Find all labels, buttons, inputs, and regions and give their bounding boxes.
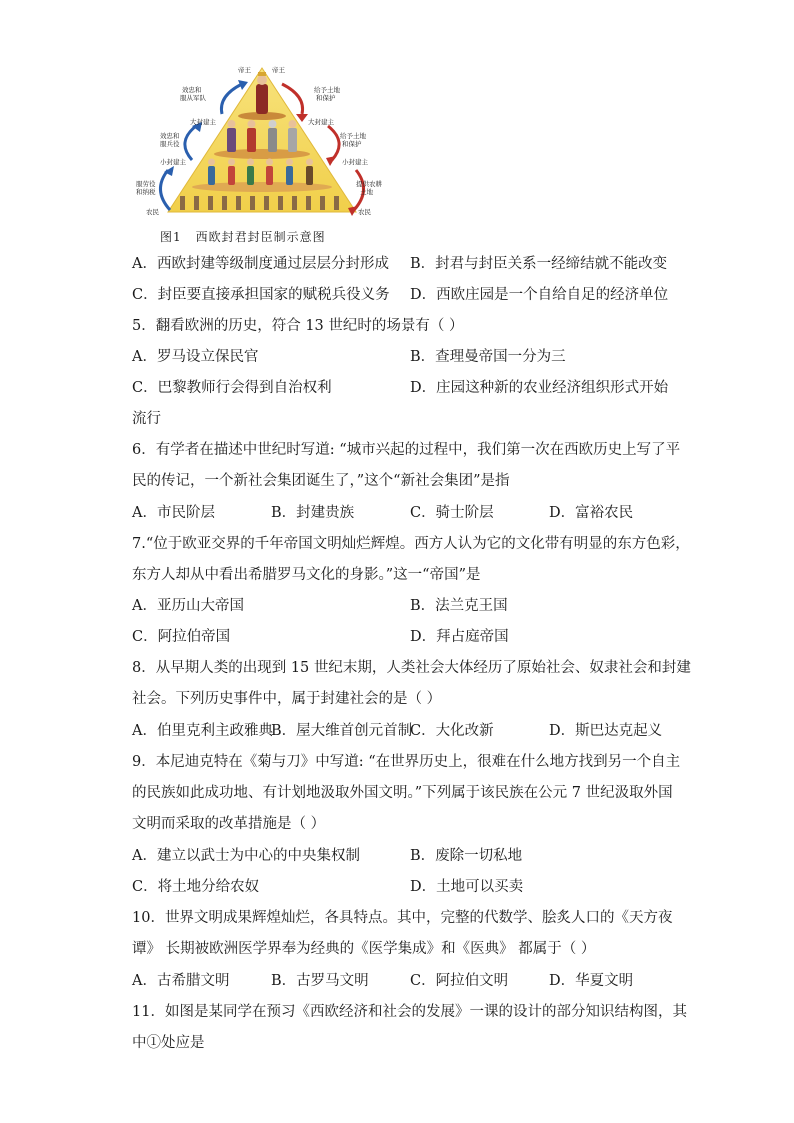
label-provide-land-2: 土地 (360, 188, 373, 196)
q10-option-b[interactable]: B．古罗马文明 (271, 973, 369, 989)
label-loyal-soldier-1: 效忠和 (160, 132, 180, 140)
q5-option-d[interactable]: D．庄园这种新的农业经济组织形式开始 (410, 380, 669, 396)
q6-stem-line-1: 6．有学者在描述中世纪时写道: “城市兴起的过程中，我们第一次在西欧历史上写了平 (132, 442, 681, 458)
q8-stem-line-2: 社会。下列历史事件中，属于封建社会的是（ ） (132, 691, 442, 707)
figure-caption-text: 西欧封君封臣制示意图 (195, 230, 326, 244)
label-give-land-2a: 给予土地 (340, 132, 366, 140)
q4-option-d[interactable]: D．西欧庄园是一个自给自足的经济单位 (410, 287, 669, 303)
q10-option-d[interactable]: D．华夏文明 (549, 973, 634, 989)
label-give-land-2b: 和保护 (342, 140, 362, 148)
q8-option-b[interactable]: B．屋大维首创元首制 (271, 723, 413, 739)
q7-option-c[interactable]: C．阿拉伯帝国 (132, 629, 231, 645)
q8-option-c[interactable]: C．大化改新 (410, 723, 494, 739)
label-emperor-left: 帝王 (238, 66, 251, 74)
q11-stem-line-1: 11．如图是某同学在预习《西欧经济和社会的发展》一课的设计的部分知识结构图，其 (132, 1004, 687, 1020)
q5-option-a[interactable]: A．罗马设立保民官 (132, 349, 259, 365)
feudal-pyramid-illustration (130, 62, 390, 244)
q7-option-a[interactable]: A．亚历山大帝国 (132, 598, 244, 614)
q6-stem-line-2: 民的传记，一个新社会集团诞生了，”这个“新社会集团”是指 (132, 473, 510, 489)
label-labor-1: 服劳役 (136, 180, 156, 188)
q5-option-b[interactable]: B．查理曼帝国一分为三 (410, 349, 566, 365)
label-loyal-service-2: 服从军队 (180, 94, 206, 102)
q9-stem-line-3: 文明而采取的改革措施是（ ） (132, 816, 326, 832)
q9-option-d[interactable]: D．土地可以买卖 (410, 879, 524, 895)
label-loyal-soldier-2: 服兵役 (160, 140, 180, 148)
q11-stem-line-2: 中①处应是 (132, 1035, 205, 1051)
q5-option-c[interactable]: C．巴黎教师行会得到自治权利 (132, 380, 332, 396)
label-provide-land-1: 提供农耕 (356, 180, 382, 188)
label-loyal-service-1: 效忠和 (182, 86, 202, 94)
q6-option-a[interactable]: A．市民阶层 (132, 505, 215, 521)
q6-option-d[interactable]: D．富裕农民 (549, 505, 634, 521)
q10-option-c[interactable]: C．阿拉伯文明 (410, 973, 509, 989)
q6-option-b[interactable]: B．封建贵族 (271, 505, 355, 521)
q7-stem-line-1: 7.“位于欧亚交界的千年帝国文明灿烂辉煌。西方人认为它的文化带有明显的东方色彩， (132, 536, 690, 552)
label-peasant-left: 农民 (146, 208, 159, 216)
label-give-land-1b: 和保护 (316, 94, 336, 102)
label-labor-2: 和纳税 (136, 188, 156, 196)
q6-option-c[interactable]: C．骑士阶层 (410, 505, 494, 521)
q10-option-a[interactable]: A．古希腊文明 (132, 973, 230, 989)
q9-option-c[interactable]: C．将土地分给农奴 (132, 879, 260, 895)
label-small-lord-right: 小封建主 (342, 158, 368, 166)
q5-option-d-continuation: 流行 (132, 411, 161, 427)
label-give-land-1a: 给予土地 (314, 86, 340, 94)
q8-option-d[interactable]: D．斯巴达克起义 (549, 723, 663, 739)
figure-caption (160, 228, 326, 245)
feudal-pyramid-figure (130, 62, 390, 244)
label-big-lord-right: 大封建主 (308, 118, 334, 126)
q8-option-a[interactable]: A．伯里克利主政雅典 (132, 723, 273, 739)
label-big-lord-left: 大封建主 (190, 118, 216, 126)
q7-stem-line-2: 东方人却从中看出希腊罗马文化的身影。”这一“帝国”是 (132, 567, 481, 583)
label-emperor-right: 帝王 (272, 66, 285, 74)
q7-option-d[interactable]: D．拜占庭帝国 (410, 629, 509, 645)
label-peasant-right: 农民 (358, 208, 371, 216)
q4-option-c[interactable]: C．封臣要直接承担国家的赋税兵役义务 (132, 287, 390, 303)
emperor-figure (256, 72, 268, 114)
q9-option-b[interactable]: B．废除一切私地 (410, 848, 523, 864)
q9-stem-line-2: 的民族如此成功地、有计划地汲取外国文明。”下列属于该民族在公元 7 世纪汲取外国 (132, 785, 673, 801)
q10-stem-line-1: 10．世界文明成果辉煌灿烂，各具特点。其中，完整的代数学、脍炙人口的《天方夜 (132, 910, 673, 926)
q4-option-b[interactable]: B．封君与封臣关系一经缔结就不能改变 (410, 256, 668, 272)
q4-option-a[interactable]: A．西欧封建等级制度通过层层分封形成 (132, 256, 389, 272)
q7-option-b[interactable]: B．法兰克王国 (410, 598, 508, 614)
q10-stem-line-2: 谭》 长期被欧洲医学界奉为经典的《医学集成》和《医典》 都属于（ ） (132, 941, 596, 957)
figure-caption-number: 图1 (160, 230, 182, 244)
q5-stem: 5．翻看欧洲的历史，符合 13 世纪时的场景有（ ） (132, 318, 464, 334)
label-small-lord-left: 小封建主 (160, 158, 186, 166)
q8-stem-line-1: 8．从早期人类的出现到 15 世纪末期，人类社会大体经历了原始社会、奴隶社会和封建 (132, 660, 691, 676)
q9-option-a[interactable]: A．建立以武士为中心的中央集权制 (132, 848, 360, 864)
q9-stem-line-1: 9．本尼迪克特在《菊与刀》中写道: “在世界历史上，很难在什么地方找到另一个自主 (132, 754, 681, 770)
